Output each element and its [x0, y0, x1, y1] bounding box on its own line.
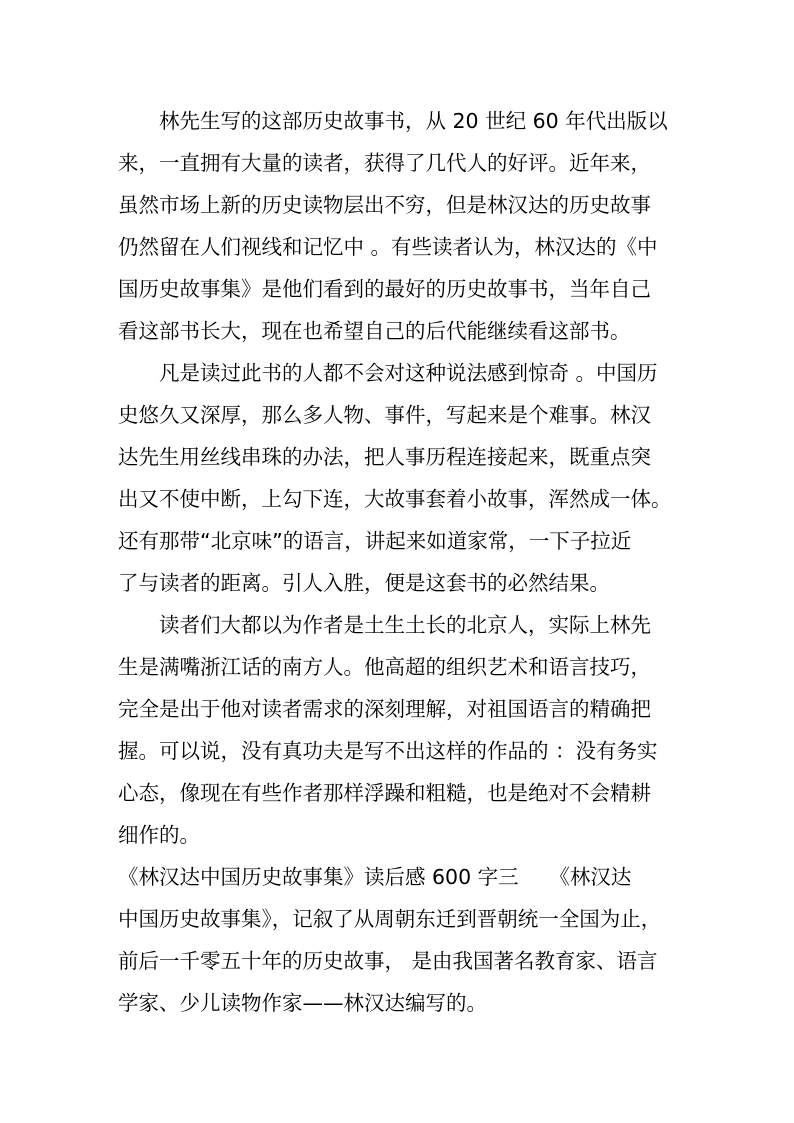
- paragraph-1-line-5: 国历史故事集》是他们看到的最好的历史故事书，当年自己: [118, 277, 651, 301]
- paragraph-3-line-5: 心态，像现在有些作者那样浮躁和粗糙，也是绝对不会精耕: [118, 781, 651, 805]
- paragraph-3-line-2: 生是满嘴浙江话的南方人。他高超的组织艺术和语言技巧，: [118, 655, 651, 679]
- paragraph-3-line-3: 完全是出于他对读者需求的深刻理解，对祖国语言的精确把: [118, 697, 651, 721]
- paragraph-2-line-6: 了与读者的距离。引人入胜，便是这套书的必然结果。: [118, 571, 610, 595]
- paragraph-4-line-2: 中国历史故事集》，记叙了从周朝东迁到晋朝统一全国为止，: [118, 907, 662, 931]
- paragraph-2-line-3: 达先生用丝线串珠的办法，把人事历程连接起来，既重点突: [118, 445, 651, 469]
- paragraph-2-line-5: 还有那带“北京味”的语言，讲起来如道家常，一下子拉近: [118, 529, 632, 553]
- paragraph-1-line-6: 看这部书长大，现在也希望自己的后代能继续看这部书。: [118, 319, 631, 343]
- paragraph-2-line-4: 出又不使中断，上勾下连，大故事套着小故事，浑然成一体。: [118, 487, 672, 511]
- paragraph-2-line-2: 史悠久又深厚，那么多人物、事件，写起来是个难事。林汉: [118, 403, 651, 427]
- paragraph-1-line-3: 虽然市场上新的历史读物层出不穷，但是林汉达的历史故事: [118, 193, 651, 217]
- paragraph-1-line-1: 林先生写的这部历史故事书，从 20 世纪 60 年代出版以: [118, 109, 668, 133]
- paragraph-4-line-4: 学家、少儿读物作家——林汉达编写的。: [118, 991, 487, 1015]
- paragraph-3-line-1: 读者们大都以为作者是土生土长的北京人，实际上林先: [118, 613, 651, 637]
- paragraph-4-line-3: 前后一千零五十年的历史故事， 是由我国著名教育家、语言: [118, 949, 658, 973]
- paragraph-2-line-1: 凡是读过此书的人都不会对这种说法感到惊奇 。中国历: [118, 361, 658, 385]
- paragraph-1-line-2: 来，一直拥有大量的读者，获得了几代人的好评。近年来，: [118, 151, 651, 175]
- paragraph-4-line-1: 《林汉达中国历史故事集》读后感 600 字三 《林汉达: [118, 865, 632, 889]
- paragraph-3-line-6: 细作的。: [118, 823, 200, 847]
- paragraph-3-line-4: 握。可以说，没有真功夫是写不出这样的作品的 ：没有务实: [118, 739, 658, 763]
- paragraph-1-line-4: 仍然留在人们视线和记忆中 。有些读者认为，林汉达的《中: [118, 235, 658, 259]
